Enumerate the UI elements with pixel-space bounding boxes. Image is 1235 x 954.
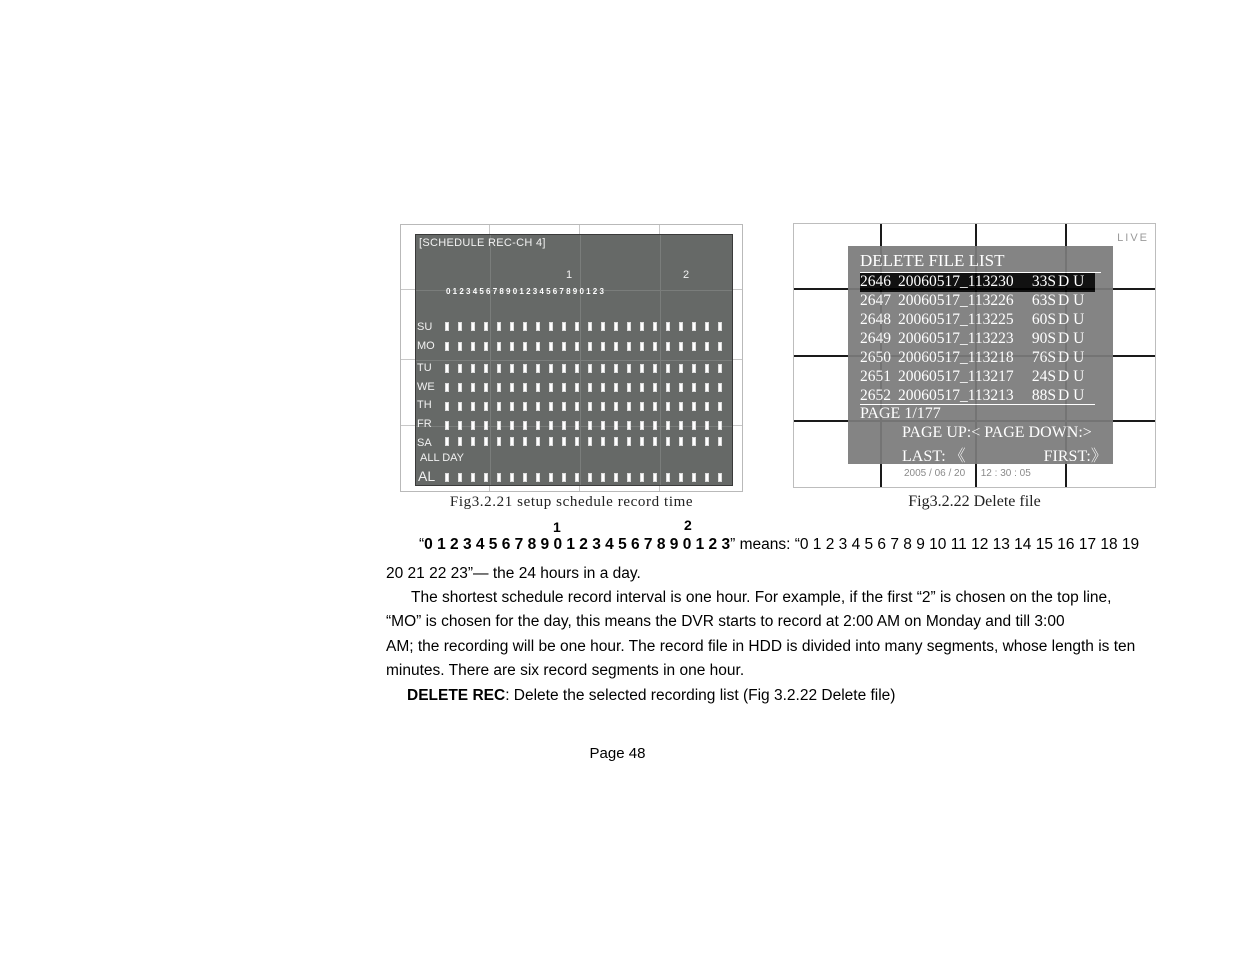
paragraph-line: minutes. There are six record segments in one hour.	[386, 662, 745, 679]
paragraph-line: The shortest schedule record interval is one hour. For example, if the first “2” is chosen on the top line,	[411, 589, 1112, 606]
hour-cell[interactable]	[497, 437, 501, 446]
hour-cell[interactable]	[510, 473, 514, 482]
hour-cell[interactable]	[562, 421, 566, 430]
hour-cell[interactable]	[679, 364, 683, 373]
hour-cell[interactable]	[679, 437, 683, 446]
hour-cell[interactable]	[458, 364, 462, 373]
delete-file-figure	[793, 223, 1156, 488]
hour-cell[interactable]	[679, 322, 683, 331]
hour-cell[interactable]	[575, 437, 579, 446]
hour-sequence: 0 1 2 3 4 5 6 7 8 9 0 1 2 3 4 5 6 7 8 9 0 1 2 3	[424, 536, 731, 553]
hour-cell[interactable]	[627, 322, 631, 331]
hour-cell[interactable]	[484, 473, 488, 482]
hour-cell[interactable]	[601, 402, 605, 411]
hour-cell[interactable]	[549, 342, 553, 351]
hour-cell[interactable]	[445, 402, 449, 411]
delete-rec-description: : Delete the selected recording list (Fig 3.2.22 Delete file)	[505, 687, 896, 704]
hour-cell[interactable]	[549, 473, 553, 482]
hour-cell[interactable]	[523, 364, 527, 373]
day-row-we	[445, 383, 731, 394]
hour-cell[interactable]	[484, 383, 488, 392]
hour-cell[interactable]	[458, 421, 462, 430]
file-row[interactable]	[860, 273, 1095, 292]
hour-cell[interactable]	[705, 383, 709, 392]
hour-cell[interactable]	[484, 342, 488, 351]
hour-cell[interactable]	[679, 421, 683, 430]
hour-cell[interactable]	[536, 342, 540, 351]
hour-cell[interactable]	[445, 342, 449, 351]
file-name: 20060517_113217	[898, 368, 1014, 385]
file-name: 20060517_113213	[898, 387, 1014, 404]
hour-cell[interactable]	[458, 402, 462, 411]
hour-cell[interactable]	[614, 437, 618, 446]
hour-cell[interactable]	[523, 421, 527, 430]
schedule-figure	[400, 224, 743, 492]
hour-cell[interactable]	[510, 383, 514, 392]
day-label-th: TH	[417, 399, 432, 411]
hour-cell[interactable]	[458, 473, 462, 482]
hour-cell[interactable]	[705, 437, 709, 446]
hour-cell[interactable]	[692, 473, 696, 482]
hour-cell[interactable]	[627, 402, 631, 411]
hour-cell[interactable]	[601, 322, 605, 331]
hour-cell[interactable]	[640, 421, 644, 430]
grid-line	[416, 360, 732, 361]
hour-cell[interactable]	[471, 383, 475, 392]
hour-cell[interactable]	[549, 421, 553, 430]
date-text: 2005 / 06 / 20	[904, 468, 966, 479]
delete-file-dialog	[848, 246, 1113, 464]
hour-cell[interactable]	[471, 421, 475, 430]
file-row[interactable]	[860, 349, 1095, 368]
hour-cell[interactable]	[718, 437, 722, 446]
file-name: 20060517_113226	[898, 292, 1014, 309]
hour-cell[interactable]	[653, 473, 657, 482]
hour-cell[interactable]	[601, 421, 605, 430]
hour-cell[interactable]	[549, 402, 553, 411]
hour-cell[interactable]	[666, 364, 670, 373]
hour-cell[interactable]	[445, 437, 449, 446]
hour-cell[interactable]	[653, 421, 657, 430]
hour-cell[interactable]	[549, 322, 553, 331]
first-hint: FIRST:》	[1043, 448, 1107, 465]
date-time-readout	[904, 468, 1031, 479]
day-row-all	[445, 473, 731, 484]
hour-cell[interactable]	[575, 342, 579, 351]
day-label-mo: MO	[417, 340, 435, 352]
file-row[interactable]	[860, 311, 1095, 330]
hour-cell[interactable]	[536, 402, 540, 411]
hour-cell[interactable]	[627, 383, 631, 392]
hour-cell[interactable]	[484, 322, 488, 331]
hour-cell[interactable]	[640, 322, 644, 331]
file-row[interactable]	[860, 292, 1095, 311]
hour-cell[interactable]	[666, 421, 670, 430]
file-flags: D U	[1058, 387, 1085, 404]
file-duration: 33S	[1031, 273, 1056, 290]
hour-cell[interactable]	[471, 437, 475, 446]
day-row-th	[445, 402, 731, 413]
file-name: 20060517_113225	[898, 311, 1014, 328]
hour-cell[interactable]	[510, 322, 514, 331]
day-row-fr	[445, 421, 731, 432]
schedule-figure-caption: Fig3.2.21 setup schedule record time	[449, 494, 694, 510]
tens-marker-1: 1	[553, 519, 561, 535]
hour-cell[interactable]	[497, 364, 501, 373]
hour-cell[interactable]	[692, 342, 696, 351]
hour-cell[interactable]	[484, 402, 488, 411]
file-duration: 76S	[1031, 349, 1056, 366]
hour-cell[interactable]	[562, 342, 566, 351]
hour-cell[interactable]	[549, 364, 553, 373]
hour-cell[interactable]	[718, 421, 722, 430]
hour-cell[interactable]	[679, 473, 683, 482]
day-row-sa	[445, 437, 731, 448]
tens-digit-2: 2	[683, 269, 690, 281]
hour-cell[interactable]	[627, 437, 631, 446]
hour-cell[interactable]	[510, 421, 514, 430]
hour-cell[interactable]	[627, 364, 631, 373]
hour-cell[interactable]	[601, 473, 605, 482]
schedule-screen	[415, 234, 733, 486]
hour-cell[interactable]	[692, 322, 696, 331]
hour-cell[interactable]	[575, 364, 579, 373]
paragraph-delete-rec	[407, 687, 895, 705]
hour-cell[interactable]	[523, 473, 527, 482]
file-duration: 90S	[1031, 330, 1056, 347]
file-flags: D U	[1058, 311, 1085, 328]
day-label-su: SU	[417, 321, 433, 333]
hour-cell[interactable]	[497, 402, 501, 411]
hour-cell[interactable]	[575, 383, 579, 392]
file-duration: 24S	[1031, 368, 1056, 385]
hour-cell[interactable]	[575, 421, 579, 430]
hour-cell[interactable]	[497, 473, 501, 482]
hour-cell[interactable]	[653, 342, 657, 351]
hour-cell[interactable]	[653, 402, 657, 411]
all-day-label: ALL DAY	[420, 452, 465, 464]
hour-cell[interactable]	[653, 322, 657, 331]
day-label-sa: SA	[417, 437, 432, 449]
page-indicator: PAGE 1/177	[860, 405, 941, 422]
hour-cell[interactable]	[718, 383, 722, 392]
hour-cell[interactable]	[458, 437, 462, 446]
last-hint: LAST: 《	[902, 448, 966, 465]
hour-cell[interactable]	[536, 421, 540, 430]
open-quote: “	[419, 536, 425, 553]
hour-cell[interactable]	[458, 342, 462, 351]
hour-cell[interactable]	[718, 342, 722, 351]
day-row-tu	[445, 364, 731, 375]
hour-cell[interactable]	[575, 322, 579, 331]
hour-cell[interactable]	[666, 437, 670, 446]
hour-cell[interactable]	[640, 342, 644, 351]
file-duration: 60S	[1031, 311, 1056, 328]
hour-cell[interactable]	[588, 437, 592, 446]
hour-cell[interactable]	[614, 322, 618, 331]
day-label-we: WE	[417, 381, 435, 393]
hour-cell[interactable]	[445, 364, 449, 373]
file-duration: 88S	[1031, 387, 1056, 404]
hour-cell[interactable]	[471, 364, 475, 373]
hour-cell[interactable]	[575, 402, 579, 411]
paragraph-line: 20 21 22 23”— the 24 hours in a day.	[386, 565, 641, 582]
hour-cell[interactable]	[614, 342, 618, 351]
hour-cell[interactable]	[562, 402, 566, 411]
hour-cell[interactable]	[523, 437, 527, 446]
hour-cell[interactable]	[471, 342, 475, 351]
hour-cell[interactable]	[640, 402, 644, 411]
hour-cell[interactable]	[536, 364, 540, 373]
hour-cell[interactable]	[588, 402, 592, 411]
hour-cell[interactable]	[458, 383, 462, 392]
hour-cell[interactable]	[601, 342, 605, 351]
file-flags: D U	[1058, 273, 1085, 290]
file-name: 20060517_113218	[898, 349, 1014, 366]
hour-cell[interactable]	[640, 364, 644, 373]
hour-cell[interactable]	[562, 437, 566, 446]
hour-cell[interactable]	[614, 421, 618, 430]
hour-cell[interactable]	[614, 473, 618, 482]
file-id: 2649	[860, 330, 891, 347]
hour-cell[interactable]	[705, 421, 709, 430]
hour-sequence-meaning: ” means: “0 1 2 3 4 5 6 7 8 9 10 11 12 13 14 15 16 17 18 19	[730, 536, 1140, 553]
hour-cell[interactable]	[601, 437, 605, 446]
hour-cell[interactable]	[588, 421, 592, 430]
file-flags: D U	[1058, 368, 1085, 385]
hour-cell[interactable]	[575, 473, 579, 482]
hour-cell[interactable]	[718, 364, 722, 373]
tens-digit-1: 1	[566, 269, 573, 281]
hour-cell[interactable]	[614, 402, 618, 411]
hour-cell[interactable]	[458, 322, 462, 331]
file-row[interactable]	[860, 330, 1095, 349]
day-label-tu: TU	[417, 362, 432, 374]
hour-cell[interactable]	[588, 473, 592, 482]
file-flags: D U	[1058, 349, 1085, 366]
file-name: 20060517_113223	[898, 330, 1014, 347]
file-id: 2652	[860, 387, 891, 404]
hour-cell[interactable]	[653, 364, 657, 373]
al-label: AL	[418, 468, 436, 484]
file-id: 2651	[860, 368, 891, 385]
hour-cell[interactable]	[549, 437, 553, 446]
hour-cell[interactable]	[536, 473, 540, 482]
hour-cell[interactable]	[497, 322, 501, 331]
hour-cell[interactable]	[510, 437, 514, 446]
hour-cell[interactable]	[718, 402, 722, 411]
last-first-hint	[902, 443, 1107, 466]
file-name: 20060517_113230	[898, 273, 1014, 290]
hour-cell[interactable]	[588, 342, 592, 351]
hour-cell[interactable]	[679, 383, 683, 392]
hour-cell[interactable]	[640, 383, 644, 392]
hour-cell[interactable]	[588, 383, 592, 392]
hour-cell[interactable]	[523, 322, 527, 331]
hour-cell[interactable]	[666, 322, 670, 331]
hour-cell[interactable]	[692, 437, 696, 446]
hour-cell[interactable]	[484, 437, 488, 446]
hour-cell[interactable]	[471, 402, 475, 411]
hour-cell[interactable]	[653, 383, 657, 392]
file-duration: 63S	[1031, 292, 1056, 309]
dialog-title: DELETE FILE LIST	[860, 251, 1005, 270]
file-flags: D U	[1058, 292, 1085, 309]
hour-cell[interactable]	[549, 383, 553, 392]
time-text: 12 : 30 : 05	[980, 468, 1031, 479]
hour-cell[interactable]	[497, 342, 501, 351]
hour-cell[interactable]	[692, 421, 696, 430]
paragraph-line: AM; the recording will be one hour. The record file in HDD is divided into many segments, whose length is ten	[386, 638, 1136, 655]
hour-cell[interactable]	[562, 383, 566, 392]
hour-cell[interactable]	[523, 383, 527, 392]
hour-cell[interactable]	[614, 364, 618, 373]
hour-cell[interactable]	[484, 364, 488, 373]
hour-cell[interactable]	[484, 421, 488, 430]
day-label-fr: FR	[417, 418, 432, 430]
hour-cell[interactable]	[627, 421, 631, 430]
delete-rec-label: DELETE REC	[407, 687, 506, 704]
paragraph-hours	[419, 536, 1139, 554]
delete-file-figure-caption: Fig3.2.22 Delete file	[908, 493, 1041, 510]
file-row[interactable]	[860, 368, 1095, 387]
hour-cell[interactable]	[536, 322, 540, 331]
hour-cell[interactable]	[640, 437, 644, 446]
hour-cell[interactable]	[445, 421, 449, 430]
hour-cell[interactable]	[666, 473, 670, 482]
hour-cell[interactable]	[562, 322, 566, 331]
hour-cell[interactable]	[653, 437, 657, 446]
hour-cell[interactable]	[627, 473, 631, 482]
hour-cell[interactable]	[471, 322, 475, 331]
hour-cell[interactable]	[705, 402, 709, 411]
hour-cell[interactable]	[497, 421, 501, 430]
hour-cell[interactable]	[510, 402, 514, 411]
hour-digits: 0 1 2 3 4 5 6 7 8 9 0 1 2 3 4 5 6 7 8 9 0 1 2 3	[446, 287, 604, 296]
hour-cell[interactable]	[666, 402, 670, 411]
hour-cell[interactable]	[718, 322, 722, 331]
hour-cell[interactable]	[718, 473, 722, 482]
hour-cell[interactable]	[588, 322, 592, 331]
hour-cell[interactable]	[445, 383, 449, 392]
hour-cell[interactable]	[536, 437, 540, 446]
file-id: 2650	[860, 349, 891, 366]
hour-cell[interactable]	[640, 473, 644, 482]
page-navigation-hint: PAGE UP:< PAGE DOWN:>	[902, 424, 1092, 441]
hour-cell[interactable]	[679, 402, 683, 411]
hour-cell[interactable]	[471, 473, 475, 482]
hour-cell[interactable]	[536, 383, 540, 392]
hour-cell[interactable]	[679, 342, 683, 351]
day-row-su	[445, 322, 731, 333]
hour-cell[interactable]	[666, 383, 670, 392]
hour-cell[interactable]	[705, 322, 709, 331]
hour-cell[interactable]	[705, 342, 709, 351]
hour-cell[interactable]	[510, 342, 514, 351]
hour-cell[interactable]	[445, 322, 449, 331]
live-indicator: LIVE	[1117, 232, 1149, 244]
hour-cell[interactable]	[562, 364, 566, 373]
file-id: 2648	[860, 311, 891, 328]
hour-cell[interactable]	[445, 473, 449, 482]
hour-cell[interactable]	[588, 364, 592, 373]
hour-cell[interactable]	[523, 402, 527, 411]
hour-cell[interactable]	[523, 342, 527, 351]
file-flags: D U	[1058, 330, 1085, 347]
paragraph-line: “MO” is chosen for the day, this means the DVR starts to record at 2:00 AM on Monday and till 3:00	[386, 613, 1065, 630]
hour-cell[interactable]	[627, 342, 631, 351]
hour-cell[interactable]	[601, 383, 605, 392]
schedule-title: [SCHEDULE REC-CH 4]	[419, 237, 546, 249]
hour-cell[interactable]	[601, 364, 605, 373]
tens-marker-2: 2	[684, 517, 692, 533]
hour-cell[interactable]	[705, 364, 709, 373]
file-id: 2646	[860, 273, 891, 290]
day-row-mo	[445, 342, 731, 353]
hour-cell[interactable]	[614, 383, 618, 392]
hour-cell[interactable]	[692, 364, 696, 373]
hour-cell[interactable]	[510, 364, 514, 373]
hour-cell[interactable]	[705, 473, 709, 482]
file-id: 2647	[860, 292, 891, 309]
hour-cell[interactable]	[562, 473, 566, 482]
hour-cell[interactable]	[497, 383, 501, 392]
page-number: Page 48	[589, 745, 646, 762]
hour-cell[interactable]	[666, 342, 670, 351]
hour-cell[interactable]	[692, 402, 696, 411]
hour-cell[interactable]	[692, 383, 696, 392]
